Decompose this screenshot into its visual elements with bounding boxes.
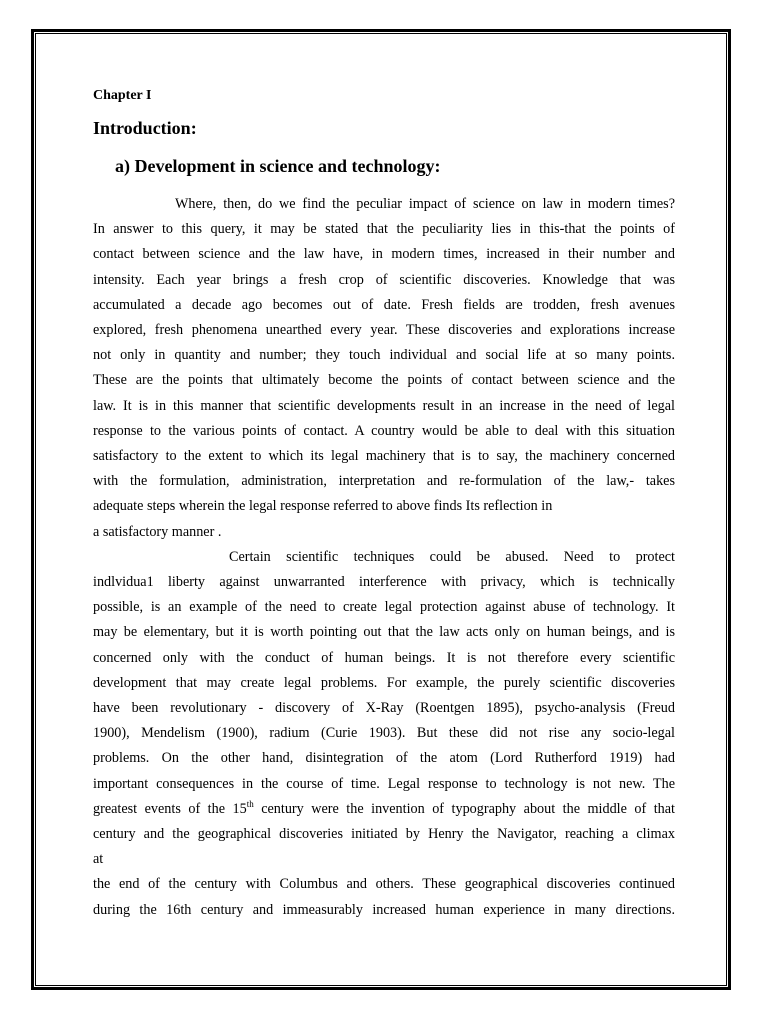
text-line: 1900), Mendelism (1900), radium (Curie 1903). But these did not rise any socio-legal [93, 725, 675, 742]
text-line: intensity. Each year brings a fresh crop of scientific discoveries. Knowledge that was [93, 271, 675, 288]
text-line: have been revolutionary - discovery of X-Ray (Roentgen 1895), psycho-analysis (Freud [93, 700, 675, 717]
introduction-heading: Introduction: [93, 118, 197, 138]
text-segment: century were the invention of typography about the middle of that [253, 800, 675, 817]
text-line-superscript [93, 797, 675, 822]
text-line: concerned only with the conduct of human beings. It is not therefore every scientific [93, 649, 675, 666]
text-line: may be elementary, but it is worth pointing out that the law acts only on human beings, and is [93, 624, 675, 641]
document-body [93, 87, 675, 923]
text-line: century and the geographical discoveries initiated by Henry the Navigator, reaching a climax [93, 826, 675, 843]
text-line: law. It is in this manner that scientific developments result in an increase in the need of legal [93, 397, 675, 414]
text-line: indlvidua1 liberty against unwarranted interference with privacy, which is technically [93, 574, 675, 591]
text-line: with the formulation, administration, interpretation and re-formulation of the law,- takes [93, 473, 675, 490]
paragraph-2 [93, 545, 675, 923]
section-heading: a) Development in science and technology: [115, 156, 441, 176]
text-line: response to the various points of contact. A country would be able to deal with this situation [93, 422, 675, 439]
text-line: the end of the century with Columbus and others. These geographical discoveries continued [93, 876, 675, 893]
text-line: Certain scientific techniques could be abused. Need to protect [229, 548, 675, 565]
text-line: Where, then, do we find the peculiar impact of science on law in modern times? [175, 196, 675, 212]
text-line: explored, fresh phenomena unearthed every year. These discoveries and explorations increase [93, 322, 675, 339]
text-segment: greatest events of the 15 [93, 800, 247, 817]
chapter-label: Chapter I [93, 88, 152, 103]
text-line: These are the points that ultimately become the points of contact between science and the [93, 372, 675, 389]
text-line: possible, is an example of the need to create legal protection against abuse of technology. It [93, 599, 675, 616]
text-line: problems. On the other hand, disintegration of the atom (Lord Rutherford 1919) had [93, 750, 675, 767]
text-line: contact between science and the law have, in modern times, increased in their number and [93, 246, 675, 263]
text-line: accumulated a decade ago becomes out of date. Fresh fields are trodden, fresh avenues [93, 296, 675, 313]
text-line: In answer to this query, it may be stated that the peculiarity lies in this-that the points of [93, 221, 675, 238]
paragraph-1 [93, 192, 675, 545]
text-line: a satisfactory manner . [93, 523, 222, 540]
text-line: important consequences in the course of time. Legal response to technology is not new. The [93, 775, 675, 792]
text-line: not only in quantity and number; they touch individual and social life at so many points. [93, 347, 675, 364]
text-line: at [93, 851, 104, 868]
text-line: development that may create legal problems. For example, the purely scientific discoveries [93, 674, 675, 691]
text-line: during the 16th century and immeasurably increased human experience in many directions. [93, 901, 675, 918]
text-line: adequate steps wherein the legal response referred to above finds Its reflection in [93, 498, 553, 515]
superscript-th: th [246, 798, 254, 809]
text-line: satisfactory to the extent to which its legal machinery that is to say, the machinery concerned [93, 448, 675, 465]
